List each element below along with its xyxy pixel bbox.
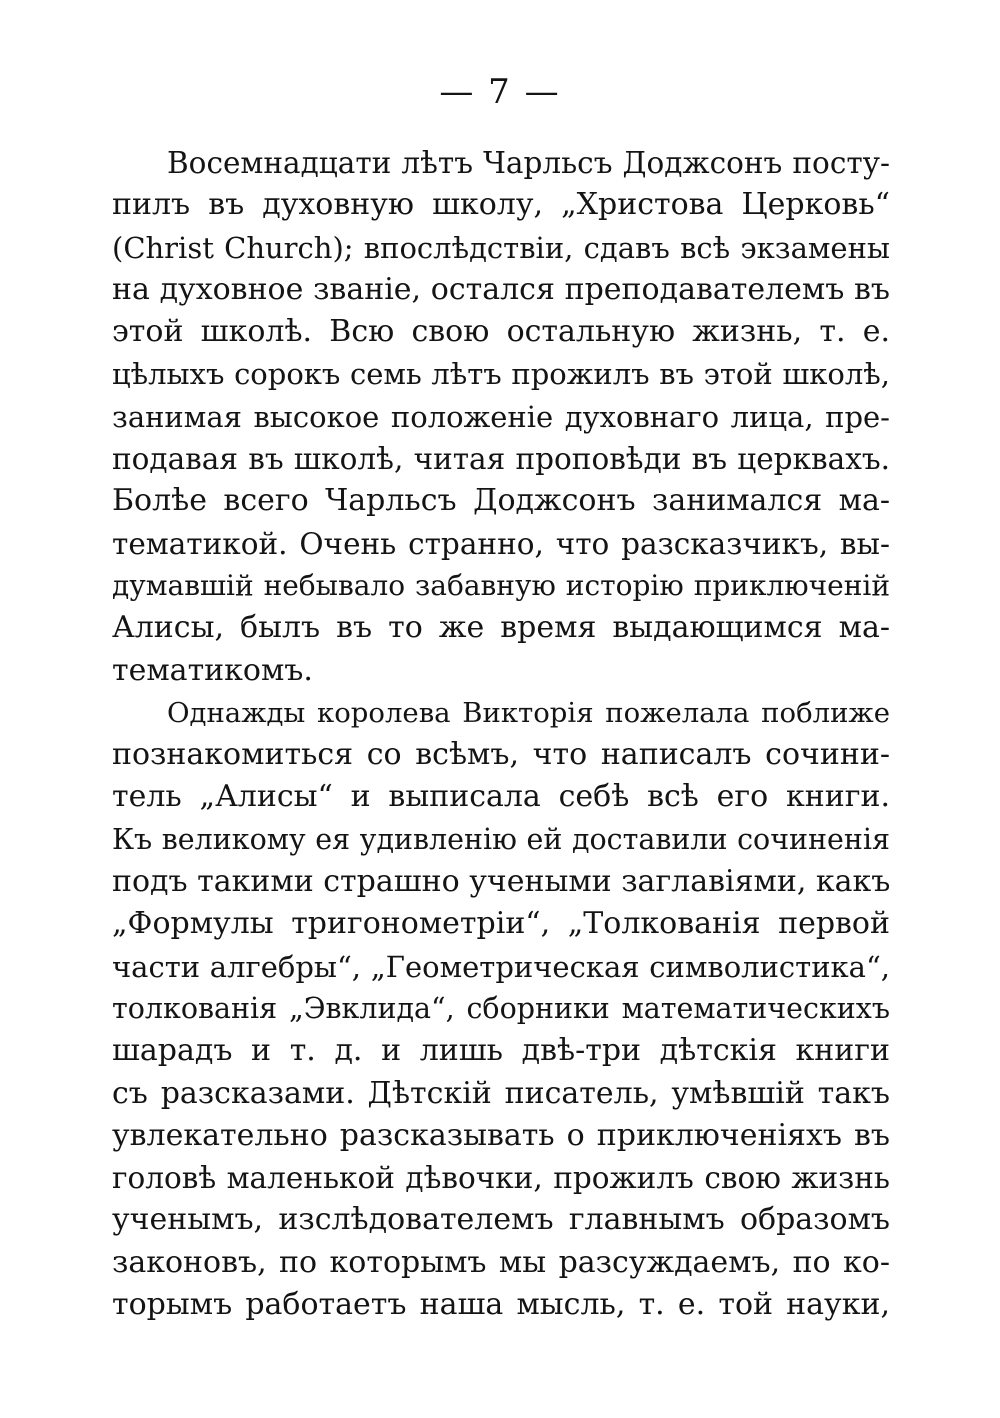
text-line: тель „Алисы“ и выписала себѣ всѣ его книги. (112, 779, 890, 815)
text-line: пилъ въ духовную школу, „Христова Церковь“ (112, 187, 890, 223)
page-number: — 7 — (439, 72, 561, 112)
text-line: этой школѣ. Всю свою остальную жизнь, т. е. (112, 314, 890, 350)
text-line: Болѣе всего Чарльсъ Доджсонъ занимался ма- (112, 483, 890, 519)
text-line: ученымъ, изслѣдователемъ главнымъ образомъ (112, 1202, 890, 1238)
text-line: законовъ, по которымъ мы разсуждаемъ, по ко- (112, 1244, 890, 1280)
text-line: шарадъ и т. д. и лишь двѣ-три дѣтскiя книги (112, 1033, 890, 1069)
text-line: толкованiя „Эвклида“, сборники математическихъ (112, 991, 890, 1025)
text-line: тематикомъ. (112, 652, 313, 688)
text-line: съ разсказами. Дѣтскiй писатель, умѣвшiй такъ (112, 1075, 890, 1111)
text-line: части алгебры“, „Геометрическая символистика“, (112, 949, 890, 984)
body-text (112, 142, 890, 1326)
text-line: подъ такими страшно учеными заглавiями, какъ (112, 864, 891, 900)
text-line: Однажды королева Викторiя пожелала поближе (167, 696, 890, 729)
paragraph-2 (112, 692, 890, 1326)
text-line: подавая въ школѣ, читая проповѣди въ церквахъ. (112, 442, 890, 477)
text-line: на духовное званiе, остался преподавателемъ въ (112, 271, 890, 307)
text-line: „Формулы тригонометрiи“, „Толкованiя первой (112, 906, 890, 942)
text-line: Къ великому ея удивленiю ей доставили сочиненiя (112, 822, 890, 856)
text-line: цѣлыхъ сорокъ семь лѣтъ прожилъ въ этой школѣ, (112, 357, 890, 392)
text-line: Восемнадцати лѣтъ Чарльсъ Доджсонъ посту- (167, 146, 890, 180)
text-line: головѣ маленькой дѣвочки, прожилъ свою жизнь (112, 1161, 890, 1196)
paragraph-1 (112, 142, 890, 692)
text-line: думавшiй небывало забавную исторiю приключенiй (112, 568, 890, 602)
text-line: тематикой. Очень странно, что разсказчикъ, вы- (112, 526, 890, 561)
text-line: увлекательно разсказывать о приключенiяхъ въ (112, 1117, 890, 1153)
text-line: занимая высокое положенiе духовнаго лица, пре- (112, 399, 890, 434)
text-line: торымъ работаетъ наша мысль, т. е. той науки, (112, 1287, 890, 1323)
text-line: (Christ Church); впослѣдствiи, сдавъ всѣ экзамены (112, 230, 890, 265)
text-line: Алисы, былъ въ то же время выдающимся ма- (112, 610, 890, 646)
text-line: познакомиться со всѣмъ, что написалъ сочини- (112, 737, 890, 773)
